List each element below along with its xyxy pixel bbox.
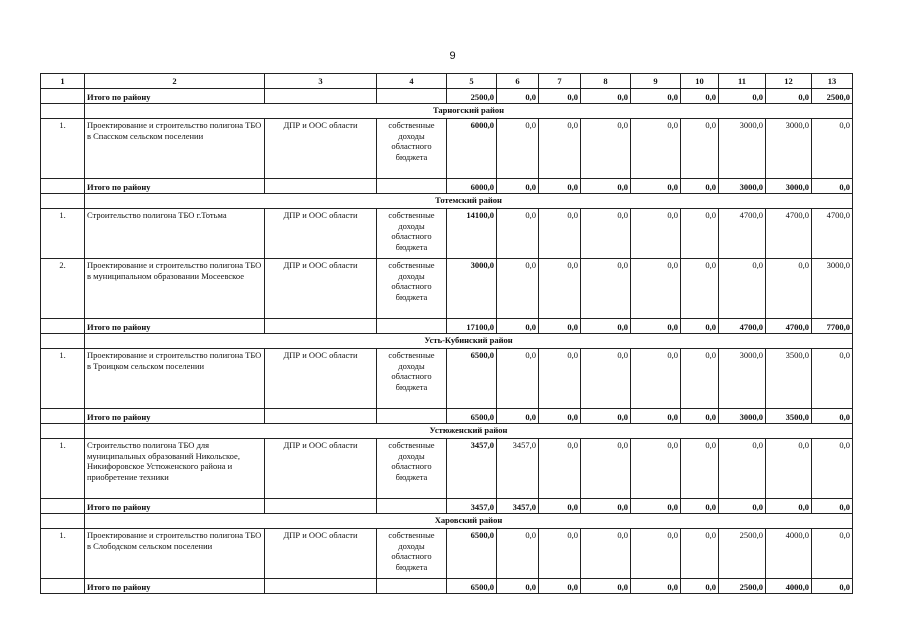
item-name: Проектирование и строительство полигона ТБО в Слободском сельском поселении: [85, 529, 265, 579]
district-name: Тарногский район: [85, 104, 853, 119]
value-cell: 0,0: [581, 259, 631, 319]
column-header: 7: [539, 74, 581, 89]
column-header: 13: [812, 74, 853, 89]
value-cell: 0,0: [631, 259, 681, 319]
total-dept-cell: [265, 499, 377, 514]
district-no-cell: [41, 514, 85, 529]
column-header: 6: [497, 74, 539, 89]
total-row: [41, 89, 853, 104]
value-cell: 0,0: [812, 179, 853, 194]
total-label: Итого по району: [85, 409, 265, 424]
value-cell: 0,0: [539, 259, 581, 319]
district-row: [41, 424, 853, 439]
item-funding-source: собственные доходы областного бюджета: [377, 209, 447, 259]
value-cell: 0,0: [719, 439, 766, 499]
page-number: 9: [449, 50, 456, 62]
total-label: Итого по району: [85, 319, 265, 334]
item-name: Проектирование и строительство полигона ТБО в Троицком сельском поселении: [85, 349, 265, 409]
column-header: 8: [581, 74, 631, 89]
value-cell: 0,0: [539, 209, 581, 259]
item-department: ДПР и ООС области: [265, 439, 377, 499]
value-cell: 0,0: [681, 209, 719, 259]
value-cell: 17100,0: [447, 319, 497, 334]
item-department: ДПР и ООС области: [265, 209, 377, 259]
total-no-cell: [41, 499, 85, 514]
value-cell: 4700,0: [719, 319, 766, 334]
item-number: 2.: [41, 259, 85, 319]
value-cell: 0,0: [539, 119, 581, 179]
total-source-cell: [377, 89, 447, 104]
column-header: 12: [766, 74, 812, 89]
value-cell: 0,0: [497, 529, 539, 579]
value-cell: 0,0: [719, 89, 766, 104]
value-cell: 0,0: [681, 259, 719, 319]
item-row: [41, 119, 853, 179]
value-cell: 0,0: [581, 209, 631, 259]
value-cell: 3000,0: [719, 119, 766, 179]
value-cell: 0,0: [539, 179, 581, 194]
value-cell: 0,0: [681, 439, 719, 499]
total-label: Итого по району: [85, 579, 265, 594]
column-header: 10: [681, 74, 719, 89]
value-cell: 6500,0: [447, 529, 497, 579]
item-row: [41, 529, 853, 579]
item-row: [41, 259, 853, 319]
value-cell: 0,0: [631, 439, 681, 499]
value-cell: 0,0: [581, 349, 631, 409]
total-dept-cell: [265, 179, 377, 194]
item-department: ДПР и ООС области: [265, 529, 377, 579]
item-name: Строительство полигона ТБО для муниципальных образований Никольское, Никифоровское Устюженского района и приобретение техники: [85, 439, 265, 499]
item-name: Строительство полигона ТБО г.Тотьма: [85, 209, 265, 259]
total-row: [41, 579, 853, 594]
value-cell: 3000,0: [812, 259, 853, 319]
total-source-cell: [377, 319, 447, 334]
total-row: [41, 319, 853, 334]
value-cell: 4000,0: [766, 529, 812, 579]
value-cell: 3000,0: [447, 259, 497, 319]
district-row: [41, 104, 853, 119]
item-number: 1.: [41, 529, 85, 579]
value-cell: 0,0: [581, 499, 631, 514]
item-number: 1.: [41, 439, 85, 499]
value-cell: 2500,0: [719, 529, 766, 579]
district-name: Тотемский район: [85, 194, 853, 209]
value-cell: 0,0: [812, 529, 853, 579]
value-cell: 4000,0: [766, 579, 812, 594]
value-cell: 6500,0: [447, 409, 497, 424]
value-cell: 0,0: [631, 179, 681, 194]
column-header: 3: [265, 74, 377, 89]
value-cell: 0,0: [631, 349, 681, 409]
item-row: [41, 439, 853, 499]
district-no-cell: [41, 194, 85, 209]
value-cell: 0,0: [812, 579, 853, 594]
district-row: [41, 514, 853, 529]
value-cell: 3000,0: [766, 179, 812, 194]
item-name: Проектирование и строительство полигона ТБО в Спасском сельском поселении: [85, 119, 265, 179]
value-cell: 0,0: [581, 409, 631, 424]
value-cell: 0,0: [581, 529, 631, 579]
item-funding-source: собственные доходы областного бюджета: [377, 439, 447, 499]
district-name: Устюженский район: [85, 424, 853, 439]
total-row: [41, 499, 853, 514]
value-cell: 0,0: [539, 499, 581, 514]
header-row: [41, 74, 853, 89]
value-cell: 0,0: [581, 119, 631, 179]
value-cell: 3000,0: [766, 119, 812, 179]
total-source-cell: [377, 579, 447, 594]
value-cell: 0,0: [497, 209, 539, 259]
value-cell: 0,0: [631, 529, 681, 579]
total-no-cell: [41, 579, 85, 594]
total-no-cell: [41, 319, 85, 334]
value-cell: 0,0: [581, 579, 631, 594]
column-header: 11: [719, 74, 766, 89]
district-name: Харовский район: [85, 514, 853, 529]
value-cell: 0,0: [539, 319, 581, 334]
district-row: [41, 194, 853, 209]
value-cell: 6500,0: [447, 579, 497, 594]
column-header: 1: [41, 74, 85, 89]
value-cell: 3457,0: [447, 439, 497, 499]
value-cell: 3457,0: [497, 499, 539, 514]
value-cell: 0,0: [681, 349, 719, 409]
value-cell: 0,0: [581, 89, 631, 104]
total-label: Итого по району: [85, 89, 265, 104]
value-cell: 3457,0: [447, 499, 497, 514]
item-funding-source: собственные доходы областного бюджета: [377, 529, 447, 579]
value-cell: 0,0: [719, 499, 766, 514]
value-cell: 0,0: [766, 259, 812, 319]
value-cell: 0,0: [812, 349, 853, 409]
total-label: Итого по району: [85, 499, 265, 514]
total-row: [41, 409, 853, 424]
value-cell: 4700,0: [719, 209, 766, 259]
value-cell: 0,0: [681, 579, 719, 594]
value-cell: 0,0: [497, 579, 539, 594]
total-dept-cell: [265, 319, 377, 334]
district-name: Усть-Кубинский район: [85, 334, 853, 349]
value-cell: 0,0: [539, 349, 581, 409]
value-cell: 0,0: [497, 179, 539, 194]
value-cell: 0,0: [631, 579, 681, 594]
total-no-cell: [41, 179, 85, 194]
value-cell: 0,0: [581, 439, 631, 499]
value-cell: 0,0: [681, 89, 719, 104]
value-cell: 0,0: [497, 409, 539, 424]
value-cell: 0,0: [631, 409, 681, 424]
value-cell: 0,0: [681, 529, 719, 579]
value-cell: 3457,0: [497, 439, 539, 499]
value-cell: 0,0: [497, 319, 539, 334]
value-cell: 0,0: [539, 529, 581, 579]
value-cell: 6500,0: [447, 349, 497, 409]
value-cell: 7700,0: [812, 319, 853, 334]
value-cell: 0,0: [497, 89, 539, 104]
budget-table: [40, 73, 853, 594]
total-source-cell: [377, 179, 447, 194]
item-funding-source: собственные доходы областного бюджета: [377, 119, 447, 179]
district-no-cell: [41, 424, 85, 439]
value-cell: 0,0: [812, 119, 853, 179]
value-cell: 4700,0: [766, 209, 812, 259]
value-cell: 0,0: [766, 499, 812, 514]
value-cell: 0,0: [681, 179, 719, 194]
district-row: [41, 334, 853, 349]
value-cell: 3000,0: [719, 409, 766, 424]
item-number: 1.: [41, 209, 85, 259]
item-funding-source: собственные доходы областного бюджета: [377, 349, 447, 409]
item-row: [41, 209, 853, 259]
total-label: Итого по району: [85, 179, 265, 194]
district-no-cell: [41, 104, 85, 119]
item-department: ДПР и ООС области: [265, 259, 377, 319]
column-header: 5: [447, 74, 497, 89]
value-cell: 0,0: [681, 119, 719, 179]
value-cell: 0,0: [631, 209, 681, 259]
value-cell: 0,0: [581, 179, 631, 194]
value-cell: 2500,0: [719, 579, 766, 594]
district-no-cell: [41, 334, 85, 349]
value-cell: 0,0: [766, 439, 812, 499]
value-cell: 0,0: [539, 439, 581, 499]
value-cell: 0,0: [812, 499, 853, 514]
total-dept-cell: [265, 409, 377, 424]
value-cell: 0,0: [539, 579, 581, 594]
column-header: 4: [377, 74, 447, 89]
value-cell: 3500,0: [766, 409, 812, 424]
value-cell: 0,0: [631, 319, 681, 334]
value-cell: 0,0: [581, 319, 631, 334]
value-cell: 0,0: [631, 119, 681, 179]
total-source-cell: [377, 409, 447, 424]
value-cell: 14100,0: [447, 209, 497, 259]
value-cell: 6000,0: [447, 179, 497, 194]
item-number: 1.: [41, 119, 85, 179]
total-no-cell: [41, 409, 85, 424]
value-cell: 0,0: [719, 259, 766, 319]
value-cell: 0,0: [766, 89, 812, 104]
value-cell: 0,0: [497, 349, 539, 409]
item-name: Проектирование и строительство полигона ТБО в муниципальном образовании Мосеевское: [85, 259, 265, 319]
value-cell: 0,0: [497, 119, 539, 179]
value-cell: 4700,0: [812, 209, 853, 259]
value-cell: 3000,0: [719, 179, 766, 194]
value-cell: 0,0: [631, 499, 681, 514]
value-cell: 2500,0: [812, 89, 853, 104]
value-cell: 0,0: [681, 499, 719, 514]
value-cell: 2500,0: [447, 89, 497, 104]
value-cell: 0,0: [681, 409, 719, 424]
item-row: [41, 349, 853, 409]
value-cell: 0,0: [631, 89, 681, 104]
item-funding-source: собственные доходы областного бюджета: [377, 259, 447, 319]
item-department: ДПР и ООС области: [265, 349, 377, 409]
value-cell: 0,0: [539, 89, 581, 104]
total-row: [41, 179, 853, 194]
value-cell: 0,0: [539, 409, 581, 424]
item-department: ДПР и ООС области: [265, 119, 377, 179]
value-cell: 6000,0: [447, 119, 497, 179]
total-dept-cell: [265, 579, 377, 594]
value-cell: 0,0: [812, 439, 853, 499]
value-cell: 0,0: [681, 319, 719, 334]
column-header: 9: [631, 74, 681, 89]
column-header: 2: [85, 74, 265, 89]
value-cell: 0,0: [812, 409, 853, 424]
total-source-cell: [377, 499, 447, 514]
item-number: 1.: [41, 349, 85, 409]
total-dept-cell: [265, 89, 377, 104]
total-no-cell: [41, 89, 85, 104]
value-cell: 3500,0: [766, 349, 812, 409]
value-cell: 0,0: [497, 259, 539, 319]
value-cell: 4700,0: [766, 319, 812, 334]
value-cell: 3000,0: [719, 349, 766, 409]
